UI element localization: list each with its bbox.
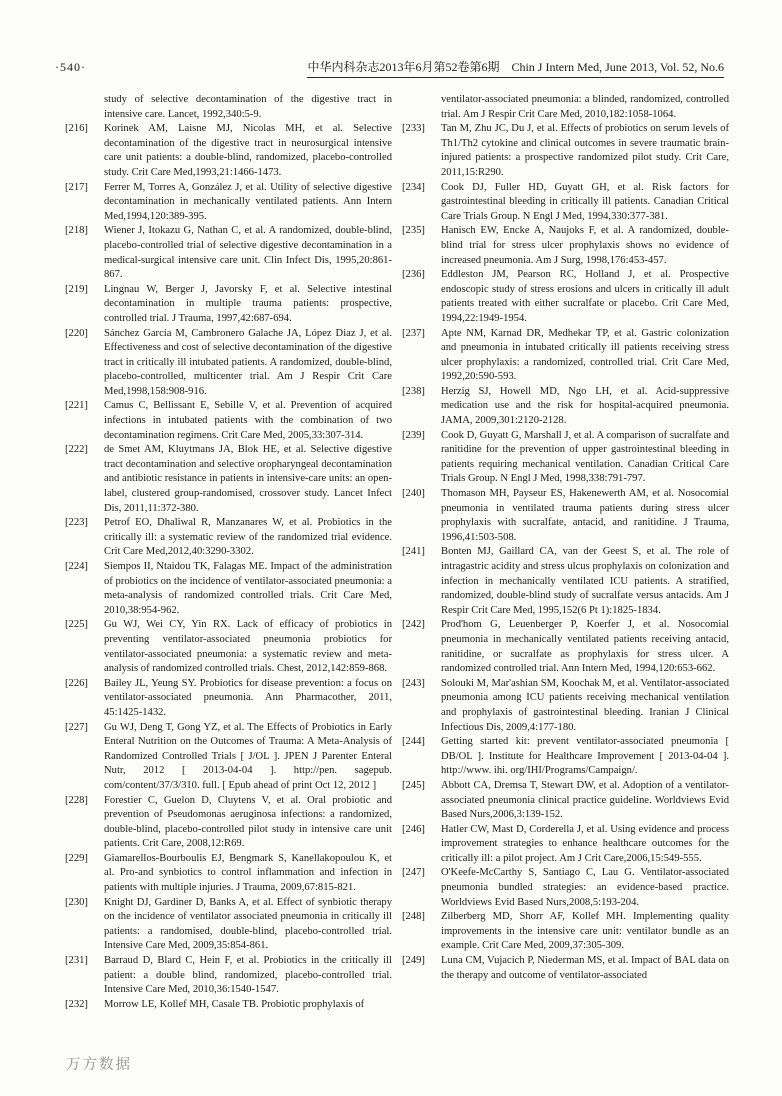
reference-entry	[402, 823, 729, 867]
reference-number: [225]	[65, 619, 88, 631]
reference-text: Zilberberg MD, Shorr AF, Kollef MH. Implementing quality improvements in the intensive care unit: ventilator bundle as an example. Crit Care Med, 2009,37:305-309.	[441, 911, 729, 952]
page-number: ·540·	[55, 60, 86, 74]
reference-number: [240]	[402, 488, 425, 500]
reference-number: [223]	[65, 517, 88, 529]
reference-entry	[402, 385, 729, 429]
reference-number: [221]	[65, 400, 88, 412]
reference-number: [238]	[402, 385, 425, 397]
reference-text: Solouki M, Mar'ashian SM, Koochak M, et al. Ventilator-associated pneumonia among ICU patients receiving mechanical ventilation and prophylaxis of gastrointestinal bleeding. Iranian J Clinical Infectious Dis, 2009,4:177-180.	[441, 677, 729, 733]
references-column-left	[65, 93, 392, 1012]
reference-text: ventilator-associated pneumonia: a blinded, randomized, controlled trial. Am J Respir Crit Care Med, 2010,182:1058-1064.	[441, 94, 729, 120]
reference-entry	[65, 721, 392, 794]
journal-title-header: 中华内科杂志2013年6月第52卷第6期 Chin J Intern Med, June 2013, Vol. 52, No.6	[307, 58, 724, 78]
reference-entry	[65, 954, 392, 998]
reference-entry	[402, 677, 729, 735]
reference-entry	[65, 852, 392, 896]
reference-text: Cook D, Guyatt G, Marshall J, et al. A comparison of sucralfate and ranitidine for the prevention of upper gastrointestinal bleeding in patients requiring mechanical ventilation. Canadian Critical Care Trials Group. N Engl J Med, 1998,338:791-797.	[441, 429, 729, 485]
reference-entry	[65, 516, 392, 560]
reference-entry	[402, 93, 729, 122]
reference-text: Bailey JL, Yeung SY. Probiotics for disease prevention: a focus on ventilator-associated pneumonia. Ann Pharmacother, 2011, 45:1425-1432.	[104, 677, 392, 718]
reference-text: Bonten MJ, Gaillard CA, van der Geest S, et al. The role of intragastric acidity and stress ulcus prophylaxis on colonization and infection in mechanically ventilated ICU patients. A stratified, randomized, double-blind study of sucralfate versus antacids. Am J Respir Crit Care Med, 1995,152(6 Pt 1):1825-1834.	[441, 546, 729, 616]
reference-text: Wiener J, Itokazu G, Nathan C, et al. A randomized, double-blind, placebo-controlled trial of selective digestive decontamination in a medical-surgical intensive care unit. Clin Infect Dis, 1995,20:861-867.	[104, 225, 392, 281]
references-section	[65, 93, 729, 1012]
reference-number: [235]	[402, 225, 425, 237]
reference-text: Knight DJ, Gardiner D, Banks A, et al. Effect of synbiotic therapy on the incidence of ventilator associated pneumonia in critically ill patients: a randomised, double-blind, placebo-controlled trial. Intensive Care Med, 2009,35:854-861.	[104, 896, 392, 952]
reference-number: [219]	[65, 283, 88, 295]
reference-text: Apte NM, Karnad DR, Medhekar TP, et al. Gastric colonization and pneumonia in intubated critically ill patients receiving stress ulcer prophylaxis: a randomized, controlled trial. Crit Care Med, 1992,20:590-593.	[441, 327, 729, 383]
reference-number: [233]	[402, 123, 425, 135]
reference-number: [243]	[402, 677, 425, 689]
reference-number: [232]	[65, 998, 88, 1010]
reference-entry	[65, 181, 392, 225]
reference-text: Thomason MH, Payseur ES, Hakenewerth AM, et al. Nosocomial pneumonia in ventilated trauma patients during stress ulcer prophylaxis with sucralfate, antacid, and ranitidine. J Trauma, 1996,41:503-508.	[441, 488, 729, 543]
reference-number: [220]	[65, 327, 88, 339]
reference-entry	[402, 429, 729, 487]
reference-entry	[65, 224, 392, 282]
reference-number: [230]	[65, 896, 88, 908]
reference-text: Korinek AM, Laisne MJ, Nicolas MH, et al. Selective decontamination of the digestive tract in neurosurgical intensive care unit patients: a double-blind, randomized, placebo-controlled study. Crit Care Med,1993,21:1466-1473.	[104, 123, 392, 178]
reference-text: Morrow LE, Kollef MH, Casale TB. Probiotic prophylaxis of	[104, 998, 365, 1010]
reference-entry	[402, 779, 729, 823]
reference-text: Gu WJ, Deng T, Gong YZ, et al. The Effects of Probiotics in Early Enteral Nutrition on the Outcomes of Trauma: A Meta-Analysis of Randomized Controlled Trials [ J/OL ]. JPEN J Parenter Enteral Nutr, 2012 [ 2013-04-04 ]. http://pen. sagepub. com/content/37/3/310. full. [ Epub ahead of print Oct 12, 2012 ]	[104, 721, 392, 791]
reference-text: Sánchez García M, Cambronero Galache JA, López Diaz J, et al. Effectiveness and cost of selective decontamination of the digestive tract in critically ill intubated patients. A randomized, double-blind, placebo-controlled, multicenter trial. Am J Respir Crit Care Med,1998,158:908-916.	[104, 327, 392, 397]
reference-text: Cook DJ, Fuller HD, Guyatt GH, et al. Risk factors for gastrointestinal bleeding in critically ill patients. Canadian Critical Care Trials Group. N Engl J Med, 1994,330:377-381.	[441, 181, 729, 222]
reference-entry	[65, 794, 392, 852]
reference-entry	[402, 735, 729, 779]
reference-entry	[65, 93, 392, 122]
reference-text: study of selective decontamination of the digestive tract in intensive care. Lancet, 1992,340:5-9.	[104, 94, 392, 120]
reference-number: [249]	[402, 955, 425, 967]
reference-text: Hanisch EW, Encke A, Naujoks F, et al. A randomized, double-blind trial for stress ulcer prophylaxis shows no evidence of increased pneumonia. Am J Surg, 1998,176:453-457.	[441, 225, 729, 266]
reference-entry	[402, 327, 729, 385]
reference-text: Prod'hom G, Leuenberger P, Koerfer J, et al. Nosocomial pneumonia in mechanically ventilated patients receiving antacid, ranitidine, or sucralfate as prophylaxis for stress ulcer. A randomized controlled trial. Ann Intern Med, 1994,120:653-662.	[441, 619, 729, 675]
reference-entry	[402, 224, 729, 268]
reference-text: Siempos II, Ntaidou TK, Falagas ME. Impact of the administration of probiotics on the incidence of ventilator-associated pneumonia: a meta-analysis of randomized controlled trials. Crit Care Med, 2010,38:954-962.	[104, 561, 392, 616]
reference-text: O'Keefe-McCarthy S, Santiago C, Lau G. Ventilator-associated pneumonia bundled strategies: an evidence-based practice. Worldviews Evid Based Nurs,2008,5:193-204.	[441, 867, 729, 908]
reference-text: Barraud D, Blard C, Hein F, et al. Probiotics in the critically ill patient: a double blind, randomized, placebo-controlled trial. Intensive Care Med, 2010,36:1540-1547.	[104, 955, 392, 996]
reference-text: Giamarellos-Bourboulis EJ, Bengmark S, Kanellakopoulou K, et al. Pro-and synbiotics to control inflammation and infection in patients with multiple injuries. J Trauma, 2009,67:815-821.	[104, 852, 392, 894]
reference-number: [228]	[65, 794, 88, 806]
reference-entry	[402, 181, 729, 225]
reference-number: [247]	[402, 867, 425, 879]
reference-number: [216]	[65, 123, 88, 135]
reference-text: Camus C, Bellissant E, Sebille V, et al. Prevention of acquired infections in intubated patients with the combination of two decontamination regimens. Crit Care Med, 2005,33:307-314.	[104, 400, 392, 441]
reference-number: [234]	[402, 181, 425, 193]
reference-entry	[402, 954, 729, 983]
reference-entry	[65, 122, 392, 180]
reference-number: [241]	[402, 546, 425, 558]
reference-text: Luna CM, Vujacich P, Niederman MS, et al. Impact of BAL data on the therapy and outcome of ventilator-associated	[441, 955, 729, 981]
reference-number: [229]	[65, 852, 88, 864]
reference-text: de Smet AM, Kluytmans JA, Blok HE, et al. Selective digestive tract decontamination and selective oropharyngeal decontamination and antibiotic resistance in patients in intensive-care units: an open-label, clustered group-randomised, crossover study. Lancet Infect Dis, 2011,11:372-380.	[104, 444, 392, 514]
references-column-right	[402, 93, 729, 1012]
page-header	[55, 58, 724, 78]
reference-entry	[65, 283, 392, 327]
reference-entry	[402, 910, 729, 954]
reference-entry	[402, 545, 729, 618]
reference-text: Ferrer M, Torres A, González J, et al. Utility of selective digestive decontamination in mechanically ventilated patients. Ann Intern Med,1994,120:389-395.	[104, 181, 392, 222]
reference-number: [244]	[402, 736, 425, 748]
reference-number: [231]	[65, 955, 88, 967]
reference-number: [239]	[402, 429, 425, 441]
reference-number: [226]	[65, 677, 88, 689]
reference-entry	[65, 998, 392, 1013]
reference-number: [248]	[402, 911, 425, 923]
reference-number: [218]	[65, 225, 88, 237]
reference-entry	[65, 327, 392, 400]
reference-entry	[65, 618, 392, 676]
reference-entry	[65, 677, 392, 721]
reference-entry	[402, 618, 729, 676]
reference-entry	[65, 896, 392, 954]
reference-text: Abbott CA, Dremsa T, Stewart DW, et al. Adoption of a ventilator-associated pneumonia clinical practice guideline. Worldviews Evid Based Nurs,2006,3:139-152.	[441, 779, 729, 821]
reference-entry	[65, 399, 392, 443]
reference-entry	[65, 560, 392, 618]
reference-text: Getting started kit: prevent ventilator-associated pneumonia [ DB/OL ]. Institute for Healthcare Improvement [ 2013-04-04 ]. http://www. ihi. org/IHI/Programs/Campaign/.	[441, 736, 729, 777]
reference-text: Forestier C, Guelon D, Cluytens V, et al. Oral probiotic and prevention of Pseudomonas aeruginosa infections: a randomized, double-blind, placebo-controlled pilot study in intensive care unit patients. Crit Care, 2008,12:R69.	[104, 794, 392, 850]
reference-number: [242]	[402, 619, 425, 631]
reference-number: [237]	[402, 327, 425, 339]
reference-text: Hatler CW, Mast D, Corderella J, et al. Using evidence and process improvement strategies to enhance healthcare outcomes for the critically ill: a pilot project. Am J Crit Care,2006,15:549-555.	[441, 823, 729, 864]
reference-text: Tan M, Zhu JC, Du J, et al. Effects of probiotics on serum levels of Th1/Th2 cytokine and clinical outcomes in severe traumatic brain-injured patients: a prospective randomized pilot study. Crit Care, 2011,15:R290.	[441, 123, 729, 178]
reference-text: Gu WJ, Wei CY, Yin RX. Lack of efficacy of probiotics in preventing ventilator-associated pneumonia probiotics for ventilator-associated pneumonia: a systematic review and meta-analysis of randomized controlled trials. Chest, 2012,142:859-868.	[104, 619, 392, 675]
reference-number: [246]	[402, 823, 425, 835]
reference-text: Herzig SJ, Howell MD, Ngo LH, et al. Acid-suppressive medication use and the risk for hospital-acquired pneumonia. JAMA, 2009,301:2120-2128.	[441, 385, 729, 427]
reference-number: [222]	[65, 444, 88, 456]
reference-number: [227]	[65, 721, 88, 733]
reference-entry	[402, 487, 729, 545]
reference-entry	[402, 268, 729, 326]
reference-text: Lingnau W, Berger J, Javorsky F, et al. Selective intestinal decontamination in multiple trauma patients: prospective, controlled trial. J Trauma, 1997,42:687-694.	[104, 283, 392, 324]
reference-number: [245]	[402, 779, 425, 791]
reference-text: Petrof EO, Dhaliwal R, Manzanares W, et al. Probiotics in the critically ill: a systematic review of the randomized trial evidence. Crit Care Med,2012,40:3290-3302.	[104, 517, 392, 558]
reference-entry	[65, 443, 392, 516]
reference-text: Eddleston JM, Pearson RC, Holland J, et al. Prospective endoscopic study of stress erosions and ulcers in critically ill adult patients treated with either sucralfate or placebo. Crit Care Med, 1994,22:1949-1954.	[441, 269, 729, 324]
reference-entry	[402, 866, 729, 910]
reference-number: [224]	[65, 561, 88, 572]
reference-entry	[402, 122, 729, 180]
watermark: 万方数据	[66, 1057, 132, 1073]
reference-number: [217]	[65, 181, 88, 193]
reference-number: [236]	[402, 269, 425, 281]
